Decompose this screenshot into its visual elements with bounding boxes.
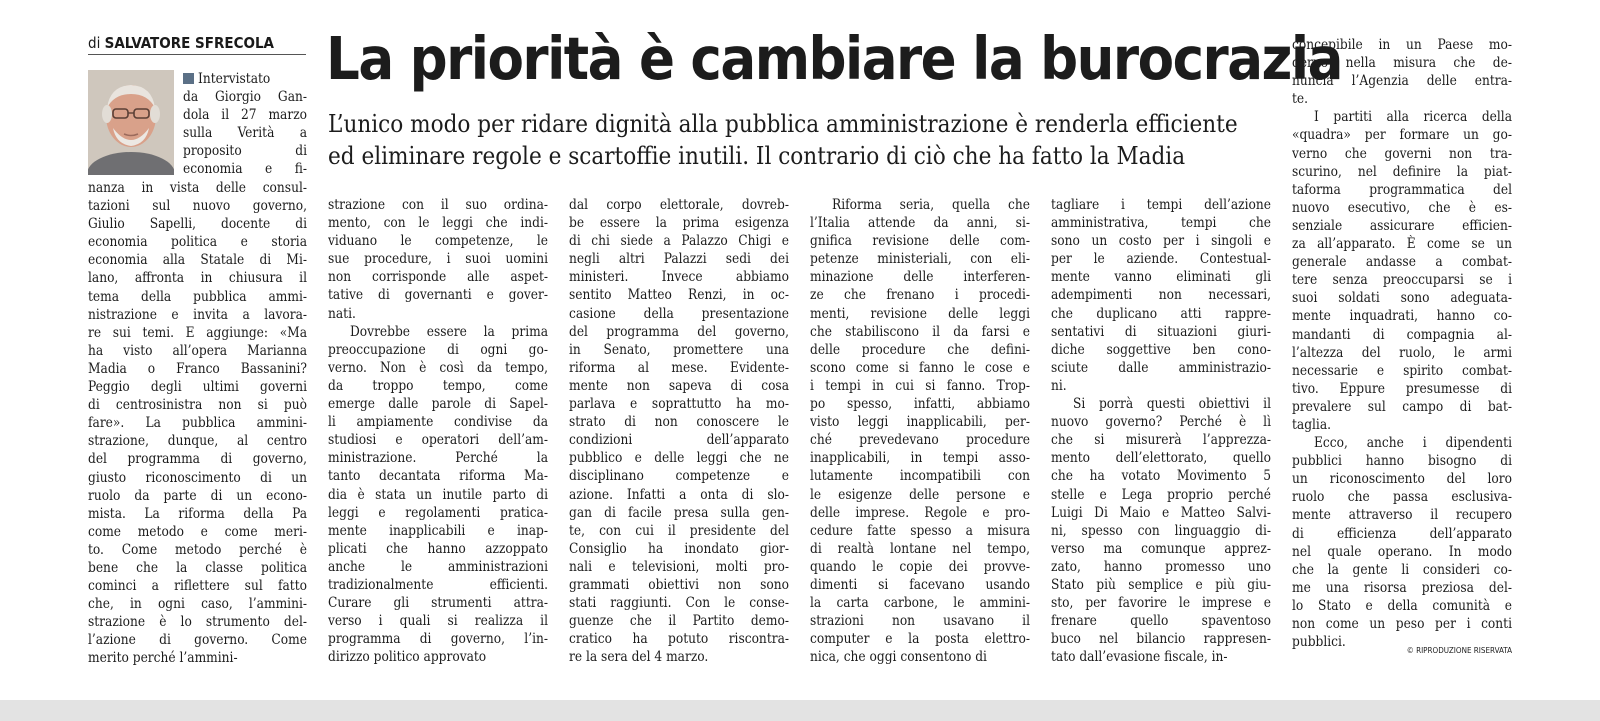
- text-line: ha visto all’opera Marianna: [88, 342, 307, 359]
- text-line: la carta carbone, le ammini-: [810, 595, 1030, 612]
- bottom-bar: [0, 700, 1600, 721]
- text-line: in Senato, promettere una: [569, 341, 789, 358]
- text-line: casione della presentazione: [569, 305, 789, 322]
- text-line: me una risorsa preziosa del-: [1292, 579, 1512, 596]
- text-line: senziale assicurare efficien-: [1292, 217, 1512, 234]
- text-line: dola il 27 marzo: [183, 107, 307, 124]
- text-line: plicati che hanno azzoppato: [328, 540, 548, 557]
- text-line: giusto riconoscimento di un: [88, 469, 307, 486]
- text-line: ministrazione. Perché la: [328, 450, 548, 467]
- text-line: quando le copie dei provve-: [810, 558, 1030, 575]
- text-line: re la sera del 4 marzo.: [569, 649, 709, 666]
- text-line: menti, revisione delle leggi: [810, 305, 1030, 322]
- text-line: tema della pubblica ammi-: [88, 288, 307, 305]
- text-line: per le aziende. Contestual-: [1051, 251, 1271, 268]
- text-line: te.: [1292, 91, 1309, 108]
- text-line: visto leggi inapplicabili, per-: [810, 414, 1030, 431]
- text-line: da Giorgio Gan-: [183, 89, 307, 106]
- text-line: grammati obiettivi non sono: [569, 576, 789, 593]
- square-bullet-icon: [183, 73, 194, 84]
- text-line: zato, hanno promesso uno: [1051, 558, 1271, 575]
- text-line: Dovrebbe essere la prima: [350, 323, 548, 340]
- text-line: dal corpo elettorale, dovreb-: [569, 197, 789, 213]
- deck-line: ed eliminare regole e scartoffie inutili. Il contrario di ciò che ha fatto la Madia: [328, 142, 1186, 170]
- text-line: sciute dalle amministrazio-: [1051, 359, 1271, 376]
- text-line: guenze che il Partito demo-: [569, 613, 789, 630]
- text-line: del programma di governo,: [88, 451, 307, 468]
- text-line: di efficienza dell’apparato: [1292, 525, 1512, 542]
- text-line: re sui temi. E aggiunge: «Ma: [88, 324, 307, 341]
- text-line: sentativi di situazioni giuri-: [1051, 323, 1271, 340]
- text-line: scurino, nel definire la piat-: [1292, 163, 1512, 180]
- text-line: strazioni non usavano il: [810, 613, 1030, 630]
- column-3: [569, 196, 789, 666]
- text-line: Madia o Franco Bassanini?: [88, 360, 307, 377]
- column-6: [1292, 36, 1512, 651]
- text-line: stati raggiunti. Con le conse-: [569, 595, 789, 612]
- text-line: che stabiliscono il da farsi e: [810, 323, 1030, 340]
- text-line: verso i quali si realizza il: [328, 613, 548, 630]
- text-line: studiosi e operatori dell’am-: [328, 432, 548, 449]
- text-line: tagliare i tempi dell’azione: [1051, 197, 1271, 213]
- deck: [328, 108, 1278, 172]
- text-line: lo Stato e della comunità e: [1292, 597, 1512, 614]
- text-line: economia alla Statale di Mi-: [88, 252, 307, 269]
- text-line: dimenti si facevano usando: [810, 576, 1030, 593]
- text-line: emerge dalle parole di Sapel-: [328, 396, 548, 413]
- text-line: gan di facile presa sulla gen-: [569, 504, 789, 521]
- author-portrait-image: [88, 70, 174, 175]
- text-line: nel quale operano. In modo: [1292, 543, 1512, 560]
- text-line: non corrisponde alle aspet-: [328, 269, 548, 286]
- text-line: che duplicano atti rappre-: [1051, 305, 1271, 322]
- text-line: negli altri Palazzi sedi dei: [569, 251, 789, 268]
- text-line: sentito Matteo Renzi, in oc-: [569, 287, 789, 304]
- text-line: strato di non conoscere le: [569, 414, 789, 431]
- text-line: mento, con le leggi che indi-: [328, 215, 548, 232]
- text-line: che, in ogni caso, l’ammini-: [88, 596, 307, 613]
- text-line: Stato più semplice e più giu-: [1051, 576, 1271, 593]
- text-line: concepibile in un Paese mo-: [1292, 37, 1512, 53]
- text-line: taforma programmatica del: [1292, 181, 1512, 198]
- text-line: economia e fi-: [183, 161, 307, 178]
- text-line: inapplicabili, in tempi asso-: [810, 450, 1030, 467]
- text-line: Intervistato: [198, 71, 271, 87]
- text-line: Luigi Di Maio e Matteo Salvi-: [1051, 504, 1271, 521]
- text-line: Ecco, anche i dipendenti: [1314, 435, 1512, 452]
- text-line: dirizzo politico approvato: [328, 649, 487, 666]
- text-line: frenare quello spaventoso: [1051, 613, 1271, 630]
- byline-author: SALVATORE SFRECOLA: [104, 34, 274, 52]
- text-line: adempimenti non necessari,: [1051, 287, 1271, 304]
- deck-line: L’unico modo per ridare dignità alla pubblica amministrazione è renderla efficiente: [328, 110, 1238, 138]
- text-line: nistrazione e invita a lavora-: [88, 306, 307, 323]
- text-line: economia politica e storia: [88, 234, 307, 251]
- text-line: li ampiamente condivise da: [328, 414, 548, 431]
- text-line: disciplinano competenze e: [569, 468, 789, 485]
- text-line: che la gente li consideri co-: [1292, 561, 1512, 578]
- text-line: gnifica revisione delle com-: [810, 233, 1030, 250]
- text-line: le esigenze delle persone e: [810, 486, 1030, 503]
- text-line: za all’apparato. È come se un: [1292, 236, 1512, 253]
- text-line: da troppo tempo, come: [328, 377, 548, 394]
- text-line: tazioni sul nuovo governo,: [88, 198, 307, 215]
- text-line: cominci a riflettere sul fatto: [88, 578, 307, 595]
- text-line: sue procedure, i suoi uomini: [328, 251, 548, 268]
- text-line: mista. La riforma della Pa: [88, 505, 307, 522]
- text-line: mente vanno eliminati gli: [1051, 269, 1271, 286]
- text-line: mente inquadrati, hanno co-: [1292, 308, 1512, 325]
- text-line: mente non sapeva di cosa: [569, 377, 789, 394]
- text-line: nuovo governo? Perché è lì: [1051, 414, 1271, 431]
- text-line: delle imprese. Regole e pro-: [810, 504, 1030, 521]
- headline: La priorità è cambiare la burocrazia: [326, 24, 1342, 93]
- text-line: te, con cui il presidente del: [569, 522, 789, 539]
- text-line: Consiglio ha inondato gior-: [569, 540, 789, 557]
- text-line: ruolo che passa esclusiva-: [1292, 489, 1512, 506]
- text-line: nanza in vista delle consul-: [88, 180, 307, 196]
- column-1-intro: [183, 70, 307, 179]
- text-line: verno che governi non tra-: [1292, 145, 1512, 162]
- text-line: be essere la prima esigenza: [569, 215, 789, 232]
- text-line: proposito di: [183, 143, 307, 160]
- byline-prefix: di: [88, 34, 101, 52]
- text-line: minazione delle interferen-: [810, 269, 1030, 286]
- column-5: [1051, 196, 1271, 666]
- text-line: taglia.: [1292, 416, 1332, 433]
- text-line: viduano le competenze, le: [328, 233, 548, 250]
- text-line: nati.: [328, 305, 356, 322]
- text-line: ministeri. Invece abbiamo: [569, 269, 789, 286]
- text-line: Si porrà questi obiettivi il: [1073, 396, 1271, 413]
- text-line: cratico ha potuto riscontra-: [569, 631, 789, 648]
- text-line: tivo. Eppure presumesse di: [1292, 380, 1512, 397]
- text-line: mente inapplicabili e inap-: [328, 522, 548, 539]
- text-line: computer e la posta elettro-: [810, 631, 1030, 648]
- text-line: cedure fatte spesso a misura: [810, 522, 1030, 539]
- text-line: nuovo esecutivo, che è es-: [1292, 199, 1512, 216]
- text-line: pubblici.: [1292, 634, 1346, 651]
- text-line: pubblici hanno bisogno di: [1292, 453, 1512, 470]
- byline-rule: [88, 54, 306, 55]
- text-line: tere senza preoccuparsi se i: [1292, 272, 1512, 289]
- text-line: po spesso, infatti, abbiamo: [810, 396, 1030, 413]
- text-line: ruolo da parte di un econo-: [88, 487, 307, 504]
- text-line: del programma del governo,: [569, 323, 789, 340]
- text-line: che ha votato Movimento 5: [1051, 468, 1271, 485]
- text-line: nuncia l’Agenzia delle entra-: [1292, 73, 1512, 90]
- text-line: programma di governo, l’in-: [328, 631, 548, 648]
- text-line: sono un costo per i singoli e: [1051, 233, 1271, 250]
- text-line: strazione è lo strumento del-: [88, 614, 307, 631]
- text-line: tradizionalmente efficienti.: [328, 576, 548, 593]
- text-line: lutamente incompatibili con: [810, 468, 1030, 485]
- text-line: diche soggettive ben cono-: [1051, 341, 1271, 358]
- text-line: l’Italia attende da anni, si-: [810, 215, 1030, 232]
- text-line: Peggio degli ultimi governi: [88, 379, 307, 396]
- text-line: mandanti di compagnia al-: [1292, 326, 1512, 343]
- text-line: sto, per favorire le imprese e: [1051, 595, 1271, 612]
- text-line: Giulio Sapelli, docente di: [88, 216, 307, 233]
- text-line: «quadra» per formare un go-: [1292, 127, 1512, 144]
- text-line: necessarie e spirito combat-: [1292, 362, 1512, 379]
- text-line: bene che la classe politica: [88, 559, 307, 576]
- text-line: di realtà lontane nel tempo,: [810, 540, 1030, 557]
- text-line: stelle e Lega proprio perché: [1051, 486, 1271, 503]
- text-line: tative di governanti e gover-: [328, 287, 548, 304]
- text-line: delle procedure che defini-: [810, 341, 1030, 358]
- text-line: merito perché l’ammini-: [88, 650, 238, 667]
- text-line: nica, che oggi consentono di: [810, 649, 987, 666]
- text-line: scono come si fanno le cose e: [810, 359, 1030, 376]
- copyright-notice: © RIPRODUZIONE RISERVATA: [1406, 646, 1512, 655]
- text-line: strazione con il suo ordina-: [328, 197, 548, 213]
- text-line: condizioni dell’apparato: [569, 432, 789, 449]
- text-line: come metodo e come meri-: [88, 523, 307, 540]
- text-line: suoi soldati sono adeguata-: [1292, 290, 1512, 307]
- text-line: amministrativa, tempi che: [1051, 215, 1271, 232]
- text-line: prevalere sul campo di bat-: [1292, 398, 1512, 415]
- text-line: un riconoscimento del loro: [1292, 471, 1512, 488]
- text-line: leggi e regolamenti pratica-: [328, 504, 548, 521]
- text-line: tanto decantata riforma Ma-: [328, 468, 548, 485]
- text-line: dia è stata un inutile parto di: [328, 486, 548, 503]
- text-line: riforma al mese. Evidente-: [569, 359, 789, 376]
- text-line: ché prevedevano procedure: [810, 432, 1030, 449]
- text-line: fare». La pubblica ammini-: [88, 415, 307, 432]
- text-line: generale andasse a combat-: [1292, 254, 1512, 271]
- column-4: [810, 196, 1030, 666]
- text-line: di centrosinistra non si può: [88, 397, 307, 414]
- author-photo: [88, 70, 174, 175]
- text-line: to. Come metodo perché è: [88, 541, 307, 558]
- text-line: nali e televisioni, molti pro-: [569, 558, 789, 575]
- text-line: Curare gli strumenti attra-: [328, 595, 548, 612]
- text-line: l’altezza del ruolo, le armi: [1292, 344, 1512, 361]
- text-line: petenze ministeriali, con eli-: [810, 251, 1030, 268]
- column-1: [88, 179, 307, 668]
- text-line: preoccupazione di ogni go-: [328, 341, 548, 358]
- text-line: tato dall’evasione fiscale, in-: [1051, 649, 1228, 666]
- byline: [88, 34, 306, 52]
- text-line: i tempi in cui si fanno. Trop-: [810, 377, 1030, 394]
- text-line: che si misurerà l’apprezza-: [1051, 432, 1271, 449]
- text-line: azione. Infatti a onta di slo-: [569, 486, 789, 503]
- text-line: verno. Non è così da tempo,: [328, 359, 548, 376]
- text-line: I partiti alla ricerca della: [1314, 109, 1512, 126]
- text-line: mente attraverso il recupero: [1292, 507, 1512, 524]
- text-line: sulla Verità a: [183, 125, 307, 142]
- text-line: buco nel bilancio rappresen-: [1051, 631, 1271, 648]
- text-line: anche le amministrazioni: [328, 558, 548, 575]
- text-line: non come un peso per i conti: [1292, 616, 1512, 632]
- text-line: Riforma seria, quella che: [832, 197, 1030, 213]
- text-line: ni, spesso con linguaggio di-: [1051, 522, 1271, 539]
- text-line: ni.: [1051, 377, 1067, 394]
- text-line: ze che frenano i procedi-: [810, 287, 1030, 304]
- text-line: di chi siede a Palazzo Chigi e: [569, 233, 789, 250]
- text-line: parlava e soprattutto ha mo-: [569, 396, 789, 413]
- column-2: [328, 196, 548, 666]
- text-line: pubblico e delle leggi che ne: [569, 450, 789, 467]
- text-line: strazione, dunque, al centro: [88, 433, 307, 450]
- text-line: l’azione di governo. Come: [88, 632, 307, 649]
- text-line: derno nella misura che de-: [1292, 55, 1512, 72]
- text-line: verso ma comunque apprez-: [1051, 540, 1271, 557]
- text-line: lano, affronta in chiusura il: [88, 270, 307, 287]
- text-line: mento dell’elettorato, quello: [1051, 450, 1271, 467]
